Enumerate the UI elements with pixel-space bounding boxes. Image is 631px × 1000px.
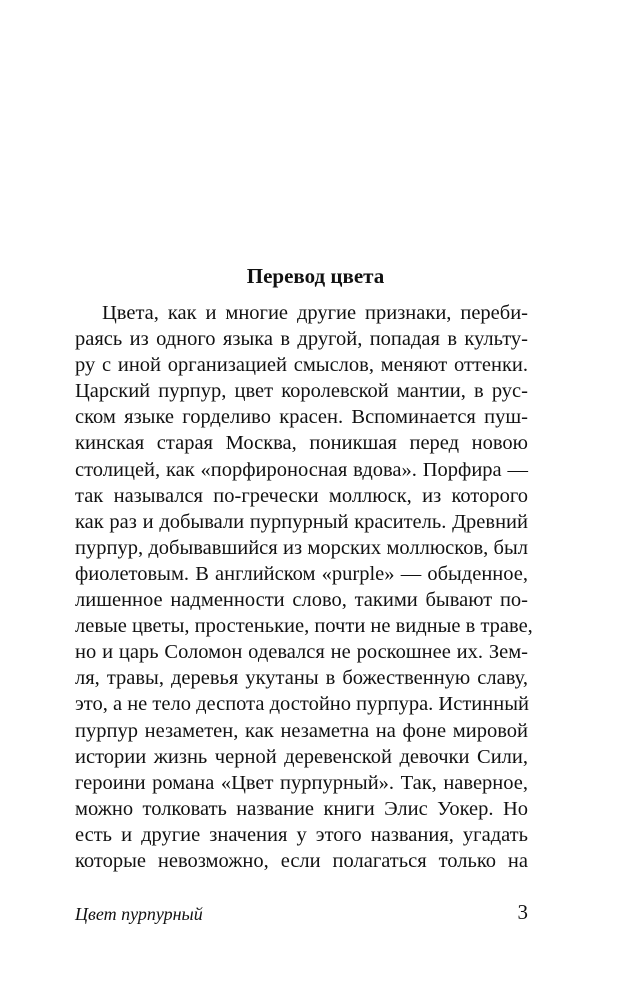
text-line: ском языке горделиво красен. Вспоминается пуш- <box>75 406 528 429</box>
text-line: пурпур, добывавшийся из морских моллюсков, был <box>75 536 528 559</box>
chapter-heading: Перевод цвета <box>246 264 385 288</box>
text-line: лишенное надменности слово, такими бывают по- <box>75 589 528 612</box>
text-line: ля, травы, деревья укутаны в божественную славу, <box>75 667 528 690</box>
text-line: есть и другие значения у этого названия, угадать <box>75 823 528 846</box>
text-line: Цвета, как и многие другие признаки, переби- <box>102 302 528 324</box>
text-line: фиолетовым. В английском «purple» — обыденное, <box>75 562 528 585</box>
text-line: столицей, как «порфироносная вдова». Порфира — <box>75 458 528 481</box>
text-line: пурпур незаметен, как незаметна на фоне мировой <box>75 719 528 742</box>
text-line: истории жизнь черной деревенской девочки Сили, <box>75 745 528 768</box>
running-title: Цвет пурпурный <box>75 904 203 924</box>
text-line: как раз и добывали пурпурный краситель. Древний <box>75 510 528 533</box>
text-line: левые цветы, простенькие, почти не видные в траве, <box>75 615 533 638</box>
text-line: можно толковать название книги Элис Уокер. Но <box>75 797 528 820</box>
text-line: раясь из одного языка в другой, попадая в культу- <box>75 328 528 351</box>
text-line: ру с иной организацией смыслов, меняют оттенки. <box>75 354 528 377</box>
text-line: кинская старая Москва, поникшая перед новою <box>75 432 528 455</box>
text-line: героини романа «Цвет пурпурный». Так, наверное, <box>75 771 528 794</box>
text-line: которые невозможно, если полагаться только на <box>75 849 528 872</box>
text-line: Царский пурпур, цвет королевской мантии, в рус- <box>75 380 528 403</box>
text-line: но и царь Соломон одевался не роскошнее их. Зем- <box>75 641 528 664</box>
body-text <box>75 300 533 874</box>
page-number: 3 <box>517 900 528 924</box>
text-line: так назывался по-гречески моллюск, из которого <box>75 484 528 507</box>
text-line: это, а не тело деспота достойно пурпура. Истинный <box>75 693 529 716</box>
